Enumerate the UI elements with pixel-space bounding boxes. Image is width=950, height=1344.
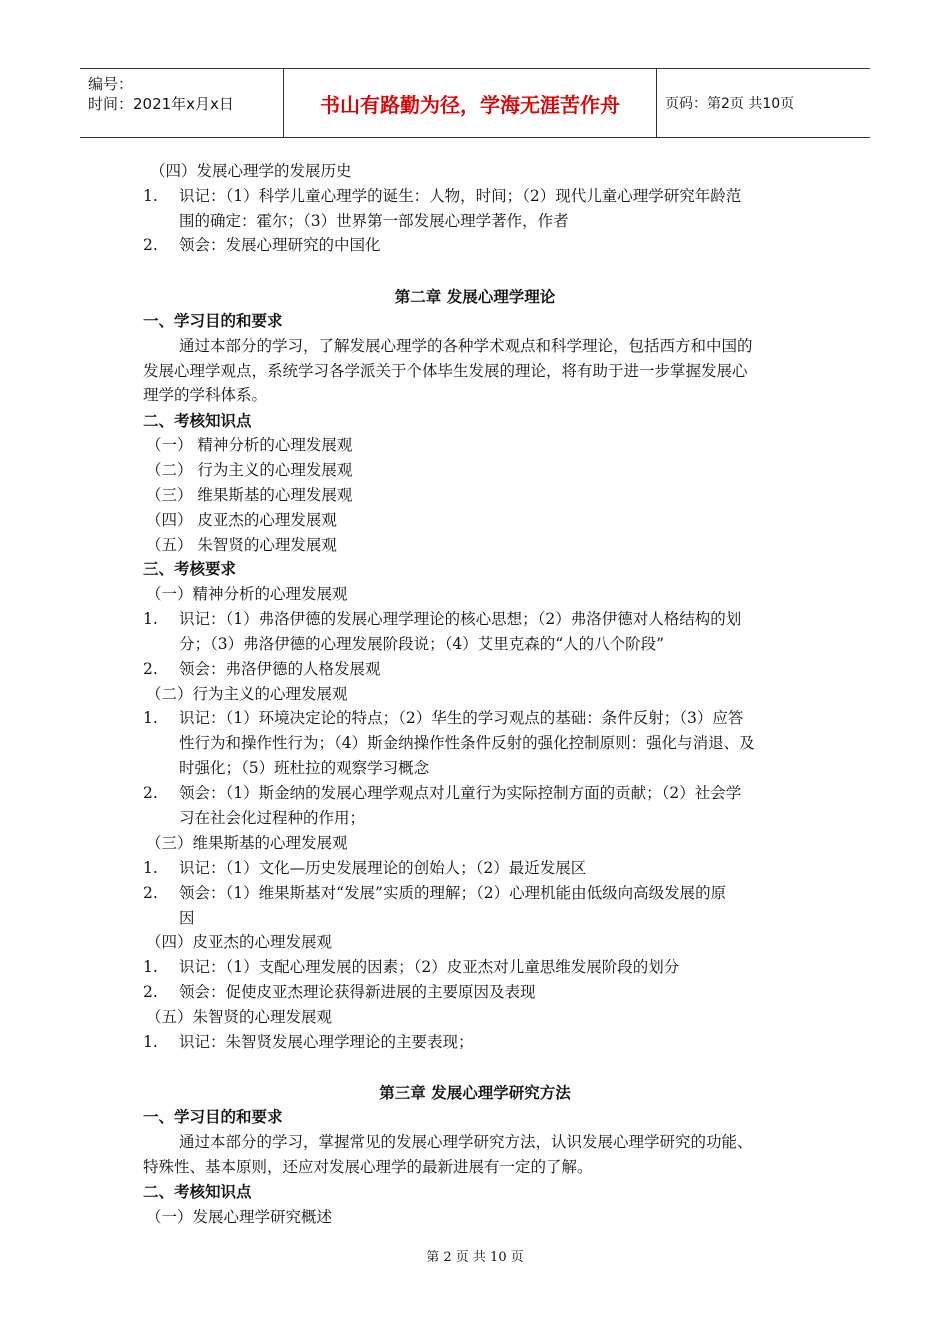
list-number: 2.	[143, 660, 158, 678]
list-item: 领会：弗洛伊德的人格发展观	[179, 660, 381, 678]
list-item: 分；（3）弗洛伊德的心理发展阶段说；（4）艾里克森的“人的八个阶段”	[179, 635, 665, 653]
list-item: （一） 精神分析的心理发展观	[146, 436, 353, 454]
list-number: 1.	[143, 958, 158, 976]
list-item: （四） 皮亚杰的心理发展观	[146, 511, 337, 529]
section-title: 一、学习目的和要求	[143, 312, 283, 330]
section-title: 一、学习目的和要求	[143, 1108, 283, 1126]
chapter-title: 第二章 发展心理学理论	[394, 288, 556, 306]
page-number-label: 页码：第2页 共10页	[665, 96, 795, 112]
list-number: 1.	[143, 709, 158, 727]
list-number: 2.	[143, 884, 158, 902]
section-heading: （五）朱智贤的心理发展观	[146, 1008, 333, 1026]
list-item: （三） 维果斯基的心理发展观	[146, 486, 353, 504]
list-item: 围的确定：霍尔；（3）世界第一部发展心理学著作，作者	[179, 212, 569, 230]
list-item: 识记：（1）弗洛伊德的发展心理学理论的核心思想；（2）弗洛伊德对人格结构的划	[179, 610, 742, 628]
list-number: 2.	[143, 983, 158, 1001]
list-number: 1.	[143, 1033, 158, 1051]
page-footer: 第 2 页 共 10 页	[426, 1250, 524, 1265]
list-number: 2.	[143, 236, 158, 254]
list-number: 1.	[143, 859, 158, 877]
paragraph: 理学的学科体系。	[143, 386, 268, 404]
list-item: （五） 朱智贤的心理发展观	[146, 536, 337, 554]
section-title: 三、考核要求	[143, 560, 237, 578]
list-item: 识记：朱智贤发展心理学理论的主要表现；	[179, 1033, 474, 1051]
motto: 书山有路勤为径，学海无涯苦作舟	[284, 69, 657, 137]
section-heading: （三）维果斯基的心理发展观	[146, 834, 348, 852]
list-item: 领会：促使皮亚杰理论获得新进展的主要原因及表现	[179, 983, 536, 1001]
number-label: 编号：	[88, 75, 134, 93]
list-number: 1.	[143, 610, 158, 628]
paragraph: 特殊性、基本原则，还应对发展心理学的最新进展有一定的了解。	[143, 1158, 593, 1176]
list-number: 2.	[143, 784, 158, 802]
section-heading: （二）行为主义的心理发展观	[146, 685, 348, 703]
list-item: 识记：（1）科学儿童心理学的诞生：人物，时间；（2）现代儿童心理学研究年龄范	[179, 187, 742, 205]
list-item: 领会：（1）斯金纳的发展心理学观点对儿童行为实际控制方面的贡献；（2）社会学	[179, 784, 742, 802]
list-item: 识记：（1）支配心理发展的因素；（2）皮亚杰对儿童思维发展阶段的划分	[179, 958, 680, 976]
section-title: 二、考核知识点	[143, 412, 252, 430]
section-heading: （四）发展心理学的发展历史	[150, 162, 352, 180]
list-item: 领会：发展心理研究的中国化	[179, 236, 381, 254]
chapter-title: 第三章 发展心理学研究方法	[379, 1084, 571, 1102]
list-item: 性行为和操作性行为；（4）斯金纳操作性条件反射的强化控制原则：强化与消退、及	[179, 734, 755, 752]
list-item: 领会：（1）维果斯基对“发展”实质的理解；（2）心理机能由低级向高级发展的原	[179, 884, 727, 902]
section-heading: （四）皮亚杰的心理发展观	[146, 933, 333, 951]
paragraph: 通过本部分的学习，掌握常见的发展心理学研究方法，认识发展心理学研究的功能、	[179, 1133, 753, 1151]
paragraph: 通过本部分的学习，了解发展心理学的各种学术观点和科学理论，包括西方和中国的	[179, 337, 753, 355]
list-number: 1.	[143, 187, 158, 205]
list-item: 因	[179, 909, 195, 927]
date-label: 时间：2021年x月x日	[88, 95, 234, 113]
section-title: 二、考核知识点	[143, 1183, 252, 1201]
section-heading: （一）发展心理学研究概述	[146, 1208, 333, 1226]
section-heading: （一）精神分析的心理发展观	[146, 585, 348, 603]
page-header	[80, 68, 870, 138]
header-info-cell	[80, 69, 284, 137]
list-item: 时强化；（5）班杜拉的观察学习概念	[179, 759, 430, 777]
paragraph: 发展心理学观点，系统学习各学派关于个体毕生发展的理论，将有助于进一步掌握发展心	[143, 362, 748, 380]
list-item: 识记：（1）环境决定论的特点；（2）华生的学习观点的基础：条件反射；（3）应答	[179, 709, 744, 727]
list-item: （二） 行为主义的心理发展观	[146, 461, 353, 479]
list-item: 识记：（1）文化—历史发展理论的创始人；（2）最近发展区	[179, 859, 587, 877]
list-item: 习在社会化过程种的作用；	[179, 809, 366, 827]
